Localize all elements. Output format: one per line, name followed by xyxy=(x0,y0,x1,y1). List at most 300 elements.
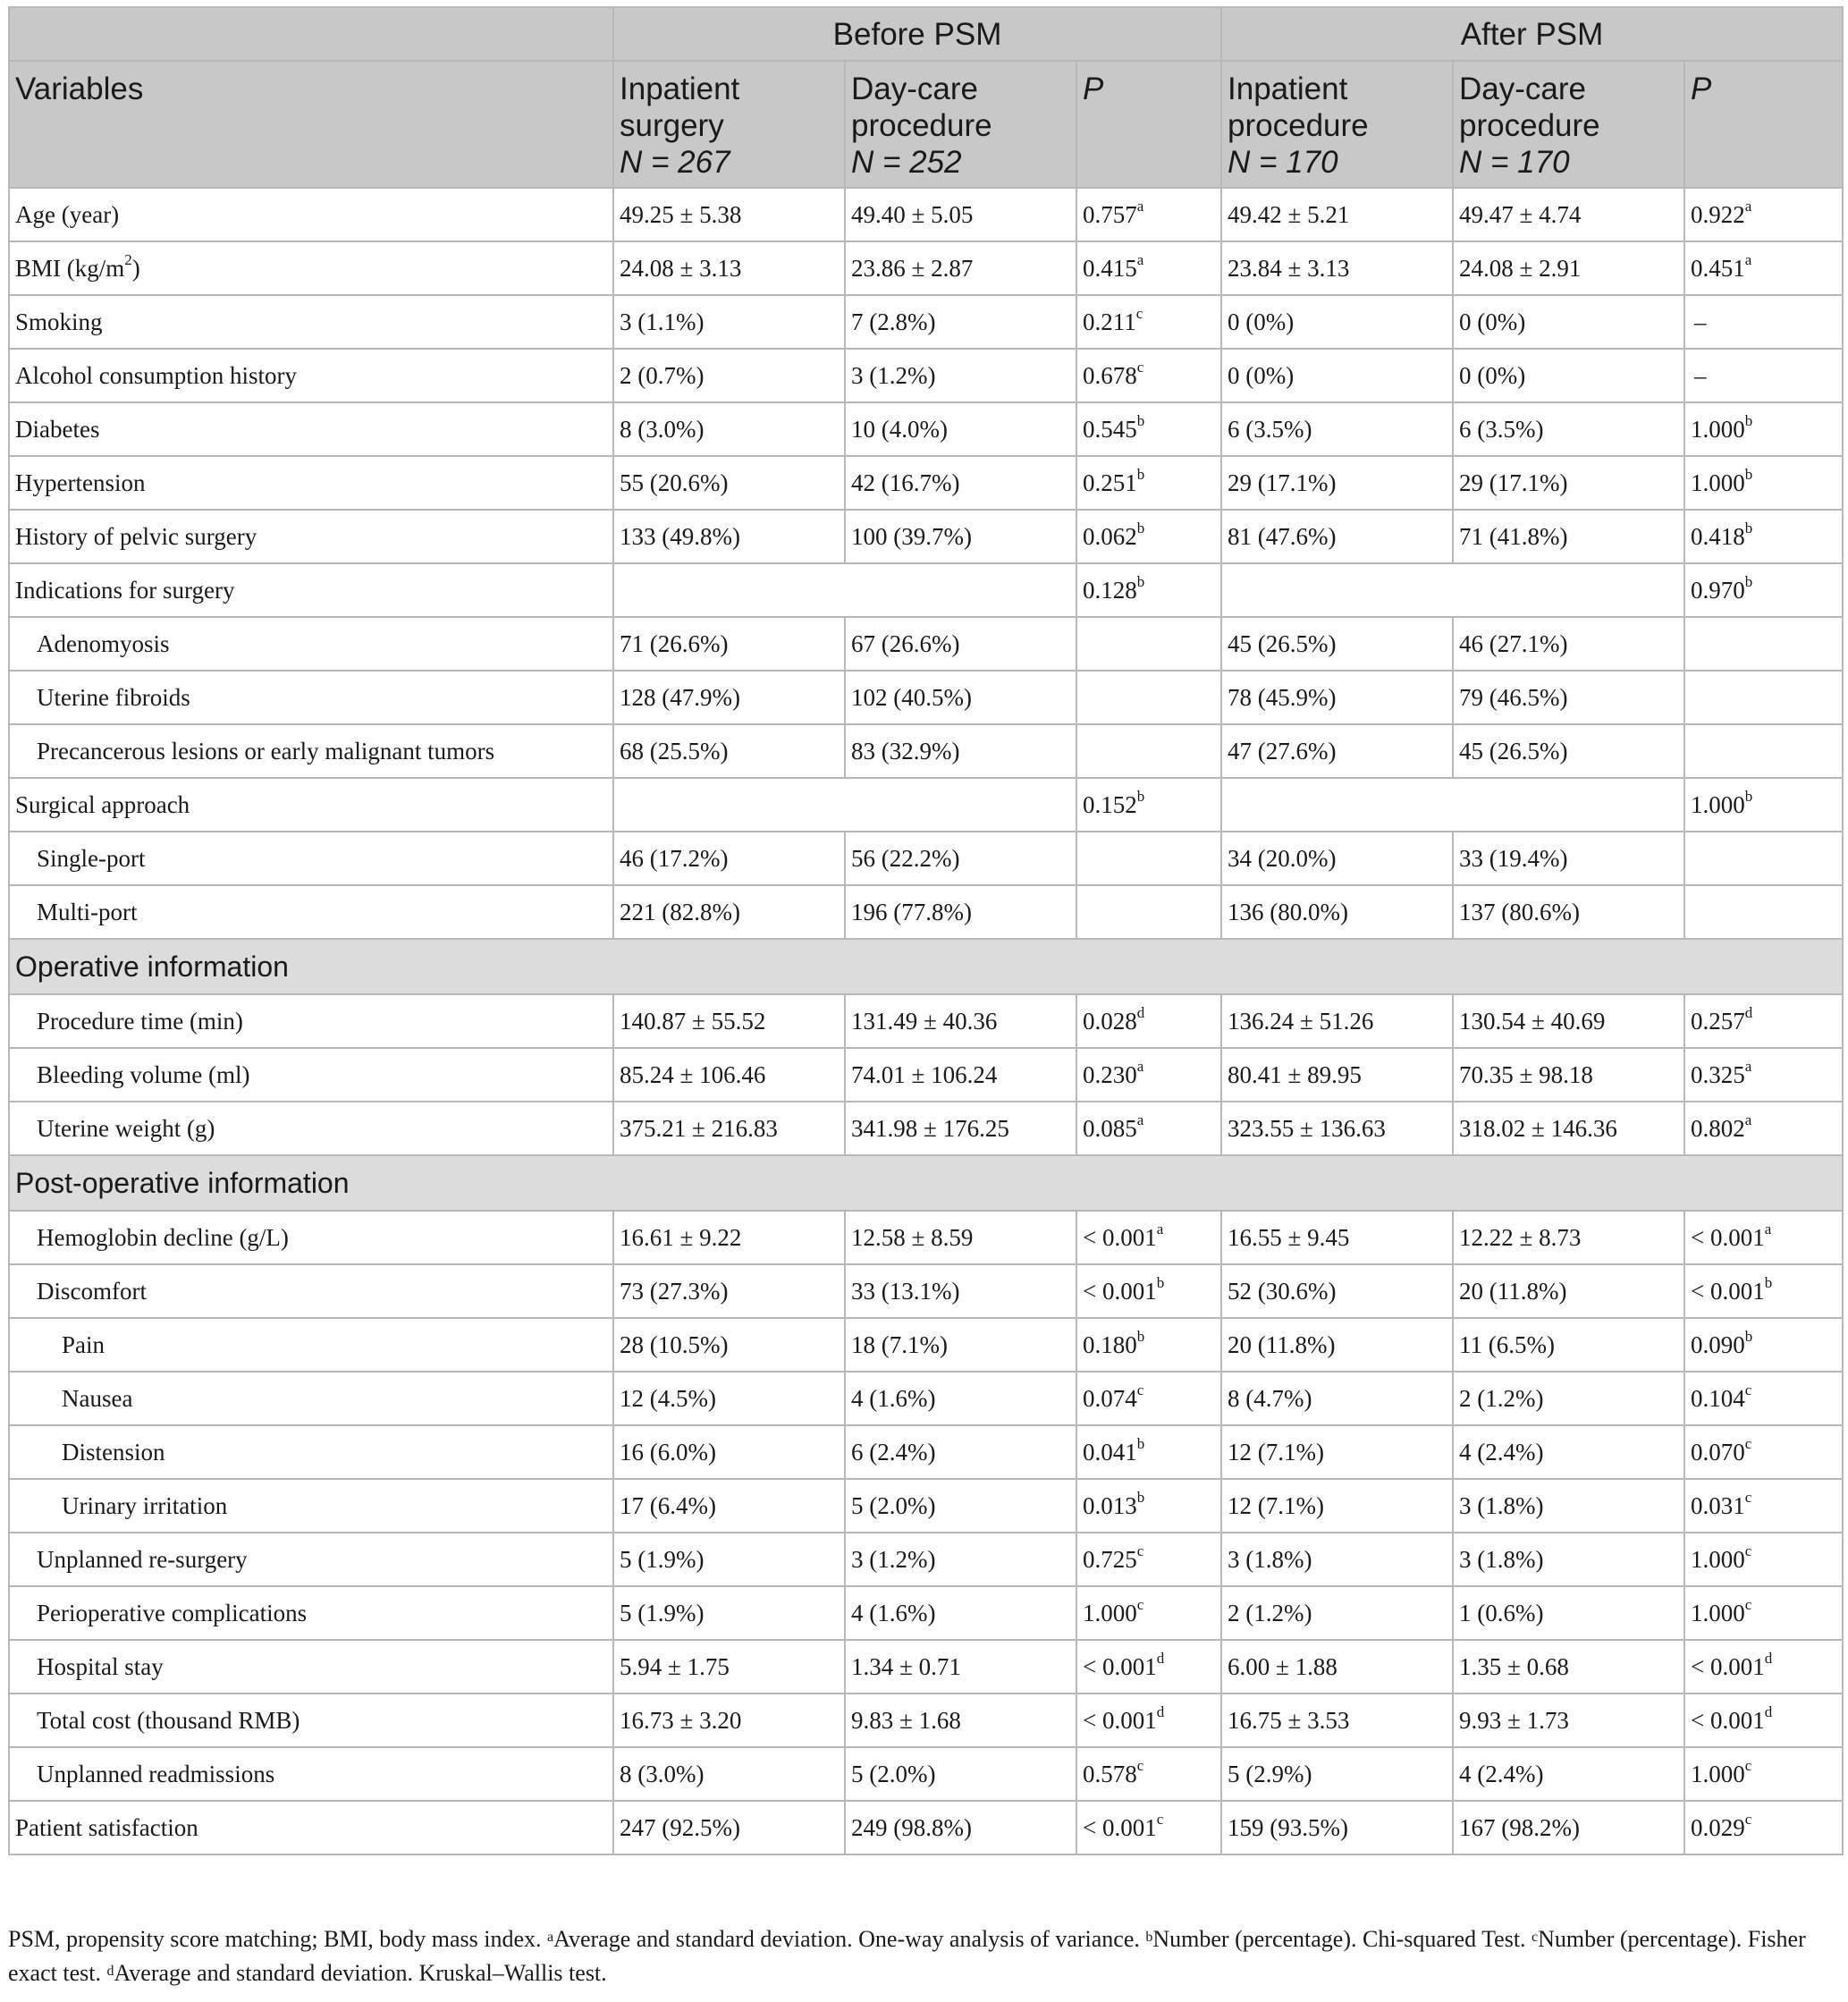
cell-after-inpatient: 80.41 ± 89.95 xyxy=(1221,1048,1453,1102)
header-variables: Variables xyxy=(9,61,613,188)
cell-after-p xyxy=(1684,349,1843,402)
cell-after-daycare: 24.08 ± 2.91 xyxy=(1453,241,1684,295)
p-superscript: c xyxy=(1744,1810,1752,1828)
p-value: 0.031 xyxy=(1691,1491,1745,1519)
cell-after-inpatient: 136 (80.0%) xyxy=(1221,885,1453,939)
cell-after-daycare: 2 (1.2%) xyxy=(1453,1372,1684,1425)
cell-before-daycare: 3 (1.2%) xyxy=(845,349,1076,402)
footnote-text: Number (percentage). Fisher exact test. xyxy=(8,1926,1806,1986)
p-value: 0.028 xyxy=(1083,1007,1137,1035)
p-superscript: a xyxy=(1156,1220,1164,1238)
cell-before-inpatient: 28 (10.5%) xyxy=(613,1318,845,1372)
p-value: 0.041 xyxy=(1083,1438,1137,1466)
p-value: 0.152 xyxy=(1083,790,1137,818)
cell-before-daycare: 56 (22.2%) xyxy=(845,832,1076,885)
p-superscript: c xyxy=(1156,1810,1164,1828)
section-operative-information: Operative information xyxy=(9,939,1843,994)
cell-after-daycare: 167 (98.2%) xyxy=(1453,1801,1684,1854)
cell-after-p xyxy=(1684,241,1843,295)
cell-before-inpatient: 16.61 ± 9.22 xyxy=(613,1211,845,1264)
row-label: Hemoglobin decline (g/L) xyxy=(9,1211,613,1264)
p-superscript: d xyxy=(1156,1649,1165,1667)
cell-after-p xyxy=(1684,510,1843,563)
results-table-wrapper xyxy=(8,6,1842,1855)
row-label: Age (year) xyxy=(9,188,613,241)
cell-after-daycare: 6 (3.5%) xyxy=(1453,402,1684,456)
p-superscript: c xyxy=(1744,1488,1752,1506)
table-row xyxy=(9,1640,1843,1694)
p-value: 0.802 xyxy=(1691,1114,1745,1142)
p-value: < 0.001 xyxy=(1691,1652,1765,1680)
p-superscript: c xyxy=(1744,1381,1752,1398)
cell-before-daycare: 67 (26.6%) xyxy=(845,617,1076,671)
cell-before-inpatient: 5 (1.9%) xyxy=(613,1586,845,1640)
cell-before-inpatient: 2 (0.7%) xyxy=(613,349,845,402)
p-superscript: b xyxy=(1744,787,1753,805)
p-value: 0.725 xyxy=(1083,1545,1137,1573)
cell-before-inpatient: 17 (6.4%) xyxy=(613,1479,845,1533)
cell-before-daycare: 83 (32.9%) xyxy=(845,724,1076,778)
table-row xyxy=(9,832,1843,885)
cell-before-daycare: 42 (16.7%) xyxy=(845,456,1076,510)
cell-before-p xyxy=(1076,402,1221,456)
cell-before-inpatient: 8 (3.0%) xyxy=(613,1747,845,1801)
row-label: Smoking xyxy=(9,295,613,349)
cell-after-daycare: 46 (27.1%) xyxy=(1453,617,1684,671)
header-before-p: P xyxy=(1076,61,1221,188)
p-value: 0.257 xyxy=(1691,1007,1745,1035)
cell-after-p xyxy=(1684,617,1843,671)
cell-after-daycare: 11 (6.5%) xyxy=(1453,1318,1684,1372)
row-label: Multi-port xyxy=(9,885,613,939)
cell-after-daycare: 1.35 ± 0.68 xyxy=(1453,1640,1684,1694)
cell-after-inpatient: 8 (4.7%) xyxy=(1221,1372,1453,1425)
table-row xyxy=(9,1586,1843,1640)
section-row xyxy=(9,939,1843,994)
header-line: Inpatient xyxy=(620,72,740,106)
row-label: Discomfort xyxy=(9,1264,613,1318)
cell-after-inpatient: 136.24 ± 51.26 xyxy=(1221,994,1453,1048)
table-row xyxy=(9,617,1843,671)
p-value: < 0.001 xyxy=(1083,1223,1157,1251)
cell-before-daycare: 18 (7.1%) xyxy=(845,1318,1076,1372)
p-superscript: a xyxy=(1136,1111,1144,1128)
p-superscript: c xyxy=(1136,1595,1144,1613)
p-superscript: b xyxy=(1744,519,1753,536)
cell-before-empty xyxy=(613,778,1076,832)
p-value: 1.000 xyxy=(1691,1760,1745,1787)
cell-before-p xyxy=(1076,1640,1221,1694)
cell-after-inpatient: 12 (7.1%) xyxy=(1221,1425,1453,1479)
p-value: 0.029 xyxy=(1691,1813,1745,1841)
p-superscript: a xyxy=(1744,1111,1752,1128)
cell-after-inpatient: 5 (2.9%) xyxy=(1221,1747,1453,1801)
table-row xyxy=(9,563,1843,617)
header-n: N = 170 xyxy=(1459,145,1570,180)
cell-before-inpatient: 133 (49.8%) xyxy=(613,510,845,563)
cell-after-inpatient: 12 (7.1%) xyxy=(1221,1479,1453,1533)
cell-before-p xyxy=(1076,1533,1221,1586)
cell-after-p xyxy=(1684,1318,1843,1372)
header-after-p: P xyxy=(1684,61,1843,188)
cell-after-p xyxy=(1684,1640,1843,1694)
row-label: Hospital stay xyxy=(9,1640,613,1694)
cell-after-inpatient: 34 (20.0%) xyxy=(1221,832,1453,885)
cell-after-daycare: 0 (0%) xyxy=(1453,349,1684,402)
p-superscript: a xyxy=(1136,250,1144,268)
table-row xyxy=(9,1318,1843,1372)
cell-before-daycare: 4 (1.6%) xyxy=(845,1586,1076,1640)
p-superscript: b xyxy=(1156,1273,1165,1291)
cell-after-daycare: 45 (26.5%) xyxy=(1453,724,1684,778)
header-n: N = 170 xyxy=(1228,145,1338,180)
header-line: Day-care xyxy=(1459,72,1586,106)
cell-after-daycare: 3 (1.8%) xyxy=(1453,1533,1684,1586)
cell-after-inpatient: 159 (93.5%) xyxy=(1221,1801,1453,1854)
cell-after-inpatient: 16.55 ± 9.45 xyxy=(1221,1211,1453,1264)
cell-before-daycare: 341.98 ± 176.25 xyxy=(845,1102,1076,1155)
p-value: < 0.001 xyxy=(1083,1652,1157,1680)
header-line: Inpatient xyxy=(1228,72,1348,106)
header-line: procedure xyxy=(851,108,992,143)
p-superscript: a xyxy=(1764,1220,1772,1238)
header-line: Day-care xyxy=(851,72,978,106)
cell-before-daycare: 6 (2.4%) xyxy=(845,1425,1076,1479)
p-value: 0.074 xyxy=(1083,1384,1137,1412)
cell-before-inpatient: 128 (47.9%) xyxy=(613,671,845,724)
p-value: 1.000 xyxy=(1083,1599,1137,1626)
p-value: 0.070 xyxy=(1691,1438,1745,1466)
cell-before-inpatient: 85.24 ± 106.46 xyxy=(613,1048,845,1102)
cell-after-inpatient: 20 (11.8%) xyxy=(1221,1318,1453,1372)
footnote-text: PSM, propensity score matching; BMI, body mass index. xyxy=(8,1926,548,1952)
table-row xyxy=(9,994,1843,1048)
p-superscript: c xyxy=(1135,304,1143,322)
row-label: Patient satisfaction xyxy=(9,1801,613,1854)
footnote-text: Average and standard deviation. Kruskal–Wallis test. xyxy=(114,1960,607,1986)
cell-before-daycare: 7 (2.8%) xyxy=(845,295,1076,349)
p-superscript: a xyxy=(1744,197,1752,215)
cell-after-p xyxy=(1684,832,1843,885)
cell-after-daycare: 71 (41.8%) xyxy=(1453,510,1684,563)
row-label: Surgical approach xyxy=(9,778,613,832)
cell-before-p xyxy=(1076,349,1221,402)
table-row xyxy=(9,1479,1843,1533)
cell-before-inpatient: 73 (27.3%) xyxy=(613,1264,845,1318)
cell-before-p xyxy=(1076,885,1221,939)
cell-after-inpatient: 81 (47.6%) xyxy=(1221,510,1453,563)
p-value: 0.013 xyxy=(1083,1491,1137,1519)
cell-after-daycare: 1 (0.6%) xyxy=(1453,1586,1684,1640)
cell-before-inpatient: 71 (26.6%) xyxy=(613,617,845,671)
p-value: < 0.001 xyxy=(1691,1706,1765,1734)
row-label: History of pelvic surgery xyxy=(9,510,613,563)
cell-after-daycare: 12.22 ± 8.73 xyxy=(1453,1211,1684,1264)
p-value: – xyxy=(1694,361,1707,389)
cell-before-p xyxy=(1076,1318,1221,1372)
row-label: Uterine weight (g) xyxy=(9,1102,613,1155)
cell-after-inpatient: 0 (0%) xyxy=(1221,349,1453,402)
p-superscript: b xyxy=(1744,1327,1753,1345)
cell-after-daycare: 70.35 ± 98.18 xyxy=(1453,1048,1684,1102)
cell-before-daycare: 3 (1.2%) xyxy=(845,1533,1076,1586)
cell-after-daycare: 79 (46.5%) xyxy=(1453,671,1684,724)
row-label: Procedure time (min) xyxy=(9,994,613,1048)
p-value: 0.062 xyxy=(1083,522,1137,550)
p-value: 0.180 xyxy=(1083,1330,1137,1358)
row-label: Alcohol consumption history xyxy=(9,349,613,402)
p-superscript: a xyxy=(1136,197,1144,215)
p-value: 0.418 xyxy=(1691,522,1745,550)
row-label: Single-port xyxy=(9,832,613,885)
table-row xyxy=(9,1102,1843,1155)
p-superscript: c xyxy=(1136,1756,1144,1774)
cell-after-daycare: 9.93 ± 1.73 xyxy=(1453,1694,1684,1747)
cell-after-p xyxy=(1684,295,1843,349)
footnote-sup: b xyxy=(1145,1930,1153,1945)
p-value: 0.922 xyxy=(1691,200,1745,228)
cell-before-p xyxy=(1076,778,1221,832)
cell-after-inpatient: 45 (26.5%) xyxy=(1221,617,1453,671)
cell-after-p xyxy=(1684,1211,1843,1264)
cell-after-inpatient: 29 (17.1%) xyxy=(1221,456,1453,510)
p-value: < 0.001 xyxy=(1691,1223,1765,1251)
p-value: 0.104 xyxy=(1691,1384,1745,1412)
row-label: Indications for surgery xyxy=(9,563,613,617)
cell-before-daycare: 131.49 ± 40.36 xyxy=(845,994,1076,1048)
cell-before-inpatient: 16.73 ± 3.20 xyxy=(613,1694,845,1747)
cell-before-p xyxy=(1076,295,1221,349)
p-value: – xyxy=(1694,308,1707,335)
cell-before-p xyxy=(1076,241,1221,295)
table-row xyxy=(9,671,1843,724)
p-superscript: b xyxy=(1136,465,1145,483)
cell-before-inpatient: 68 (25.5%) xyxy=(613,724,845,778)
p-superscript: d xyxy=(1764,1702,1773,1720)
table-row xyxy=(9,1372,1843,1425)
cell-after-inpatient: 78 (45.9%) xyxy=(1221,671,1453,724)
cell-after-p xyxy=(1684,1102,1843,1155)
cell-before-daycare: 49.40 ± 5.05 xyxy=(845,188,1076,241)
p-value: 0.251 xyxy=(1083,469,1137,496)
cell-after-p xyxy=(1684,1533,1843,1586)
p-superscript: b xyxy=(1136,1488,1145,1506)
p-value: 1.000 xyxy=(1691,1545,1745,1573)
p-superscript: a xyxy=(1744,250,1752,268)
p-superscript: c xyxy=(1744,1756,1752,1774)
p-superscript: c xyxy=(1136,1381,1144,1398)
row-label: Uterine fibroids xyxy=(9,671,613,724)
cell-after-p xyxy=(1684,188,1843,241)
p-superscript: b xyxy=(1744,411,1753,429)
table-body xyxy=(9,188,1843,1854)
cell-after-inpatient: 6.00 ± 1.88 xyxy=(1221,1640,1453,1694)
cell-after-inpatient: 52 (30.6%) xyxy=(1221,1264,1453,1318)
table-row xyxy=(9,885,1843,939)
cell-after-p xyxy=(1684,671,1843,724)
row-label: Bleeding volume (ml) xyxy=(9,1048,613,1102)
cell-after-inpatient: 47 (27.6%) xyxy=(1221,724,1453,778)
table-row xyxy=(9,1048,1843,1102)
cell-after-p xyxy=(1684,1372,1843,1425)
p-superscript: d xyxy=(1136,1003,1145,1021)
p-value: 0.545 xyxy=(1083,415,1137,443)
row-label: Nausea xyxy=(9,1372,613,1425)
cell-before-p xyxy=(1076,724,1221,778)
p-value: 1.000 xyxy=(1691,469,1745,496)
header-column-row xyxy=(9,61,1843,188)
header-before-inpatient xyxy=(613,61,845,188)
table-footnote xyxy=(8,1922,1842,1990)
cell-after-inpatient: 3 (1.8%) xyxy=(1221,1533,1453,1586)
cell-before-daycare: 23.86 ± 2.87 xyxy=(845,241,1076,295)
cell-before-p xyxy=(1076,1048,1221,1102)
row-label: Unplanned re-surgery xyxy=(9,1533,613,1586)
cell-before-inpatient: 12 (4.5%) xyxy=(613,1372,845,1425)
cell-before-daycare: 33 (13.1%) xyxy=(845,1264,1076,1318)
p-superscript: c xyxy=(1136,1542,1144,1559)
cell-before-p xyxy=(1076,1102,1221,1155)
p-value: < 0.001 xyxy=(1691,1277,1765,1305)
cell-after-daycare: 49.47 ± 4.74 xyxy=(1453,188,1684,241)
cell-before-inpatient: 247 (92.5%) xyxy=(613,1801,845,1854)
cell-before-p xyxy=(1076,1264,1221,1318)
table-row xyxy=(9,1801,1843,1854)
cell-before-p xyxy=(1076,994,1221,1048)
p-value: < 0.001 xyxy=(1083,1277,1157,1305)
cell-before-p xyxy=(1076,563,1221,617)
section-row xyxy=(9,1155,1843,1211)
cell-before-p xyxy=(1076,1425,1221,1479)
p-superscript: b xyxy=(1744,572,1753,590)
row-label: Unplanned readmissions xyxy=(9,1747,613,1801)
cell-before-inpatient: 24.08 ± 3.13 xyxy=(613,241,845,295)
cell-after-p xyxy=(1684,563,1843,617)
cell-before-inpatient: 375.21 ± 216.83 xyxy=(613,1102,845,1155)
p-value: < 0.001 xyxy=(1083,1813,1157,1841)
row-label: Total cost (thousand RMB) xyxy=(9,1694,613,1747)
p-value: 1.000 xyxy=(1691,1599,1745,1626)
cell-before-daycare: 4 (1.6%) xyxy=(845,1372,1076,1425)
cell-before-inpatient: 16 (6.0%) xyxy=(613,1425,845,1479)
p-superscript: c xyxy=(1744,1542,1752,1559)
cell-after-daycare: 4 (2.4%) xyxy=(1453,1425,1684,1479)
p-value: 0.970 xyxy=(1691,576,1745,604)
header-before-psm: Before PSM xyxy=(613,7,1221,61)
cell-before-daycare: 9.83 ± 1.68 xyxy=(845,1694,1076,1747)
row-label: Precancerous lesions or early malignant tumors xyxy=(9,724,613,778)
header-after-daycare xyxy=(1453,61,1684,188)
table-row xyxy=(9,456,1843,510)
cell-after-inpatient: 6 (3.5%) xyxy=(1221,402,1453,456)
p-value: 0.085 xyxy=(1083,1114,1137,1142)
cell-after-p xyxy=(1684,885,1843,939)
cell-before-daycare: 74.01 ± 106.24 xyxy=(845,1048,1076,1102)
header-line: procedure xyxy=(1459,108,1600,143)
cell-before-daycare: 5 (2.0%) xyxy=(845,1479,1076,1533)
cell-after-daycare: 137 (80.6%) xyxy=(1453,885,1684,939)
p-superscript: b xyxy=(1744,465,1753,483)
table-row xyxy=(9,188,1843,241)
p-superscript: d xyxy=(1156,1702,1165,1720)
row-label-text: BMI (kg/m xyxy=(15,254,125,282)
cell-before-inpatient: 49.25 ± 5.38 xyxy=(613,188,845,241)
cell-after-daycare: 20 (11.8%) xyxy=(1453,1264,1684,1318)
cell-after-p xyxy=(1684,1694,1843,1747)
table-row xyxy=(9,402,1843,456)
cell-before-p xyxy=(1076,1586,1221,1640)
p-superscript: b xyxy=(1136,1434,1145,1452)
table-row xyxy=(9,349,1843,402)
cell-before-inpatient: 46 (17.2%) xyxy=(613,832,845,885)
cell-before-empty xyxy=(613,563,1076,617)
cell-before-p xyxy=(1076,1372,1221,1425)
results-table xyxy=(8,6,1844,1855)
row-label: Diabetes xyxy=(9,402,613,456)
cell-before-p xyxy=(1076,1211,1221,1264)
header-empty-cell xyxy=(9,7,613,61)
p-value: 0.578 xyxy=(1083,1760,1137,1787)
cell-after-p xyxy=(1684,994,1843,1048)
p-value: 0.757 xyxy=(1083,200,1137,228)
header-after-psm: After PSM xyxy=(1221,7,1843,61)
cell-after-p xyxy=(1684,1747,1843,1801)
table-row xyxy=(9,724,1843,778)
cell-before-daycare: 1.34 ± 0.71 xyxy=(845,1640,1076,1694)
cell-after-inpatient: 0 (0%) xyxy=(1221,295,1453,349)
row-label-end: ) xyxy=(131,254,140,282)
cell-after-p xyxy=(1684,1801,1843,1854)
cell-after-inpatient: 2 (1.2%) xyxy=(1221,1586,1453,1640)
cell-after-empty xyxy=(1221,778,1684,832)
cell-before-inpatient: 5.94 ± 1.75 xyxy=(613,1640,845,1694)
cell-before-inpatient: 3 (1.1%) xyxy=(613,295,845,349)
header-line: surgery xyxy=(620,108,724,143)
p-value: 0.128 xyxy=(1083,576,1137,604)
cell-after-p xyxy=(1684,456,1843,510)
table-row xyxy=(9,1533,1843,1586)
cell-after-p xyxy=(1684,1586,1843,1640)
cell-after-daycare: 130.54 ± 40.69 xyxy=(1453,994,1684,1048)
cell-after-inpatient: 49.42 ± 5.21 xyxy=(1221,188,1453,241)
p-value: 0.325 xyxy=(1691,1060,1745,1088)
p-superscript: b xyxy=(1136,411,1145,429)
cell-before-p xyxy=(1076,832,1221,885)
p-value: 0.230 xyxy=(1083,1060,1137,1088)
p-superscript: b xyxy=(1136,519,1145,536)
cell-before-p xyxy=(1076,1801,1221,1854)
p-superscript: d xyxy=(1764,1649,1773,1667)
cell-before-daycare: 10 (4.0%) xyxy=(845,402,1076,456)
cell-before-inpatient: 8 (3.0%) xyxy=(613,402,845,456)
cell-after-inpatient: 23.84 ± 3.13 xyxy=(1221,241,1453,295)
p-value: 0.211 xyxy=(1083,308,1136,335)
p-superscript: c xyxy=(1744,1595,1752,1613)
cell-after-p xyxy=(1684,778,1843,832)
cell-after-p xyxy=(1684,402,1843,456)
cell-before-daycare: 5 (2.0%) xyxy=(845,1747,1076,1801)
row-label: Perioperative complications xyxy=(9,1586,613,1640)
p-value: 0.090 xyxy=(1691,1330,1745,1358)
table-row xyxy=(9,241,1843,295)
cell-before-inpatient: 5 (1.9%) xyxy=(613,1533,845,1586)
footnote-sup: a xyxy=(547,1930,554,1945)
cell-before-daycare: 12.58 ± 8.59 xyxy=(845,1211,1076,1264)
footnote-sup: d xyxy=(106,1964,114,1979)
cell-after-daycare: 0 (0%) xyxy=(1453,295,1684,349)
header-before-daycare xyxy=(845,61,1076,188)
p-superscript: c xyxy=(1136,358,1144,376)
